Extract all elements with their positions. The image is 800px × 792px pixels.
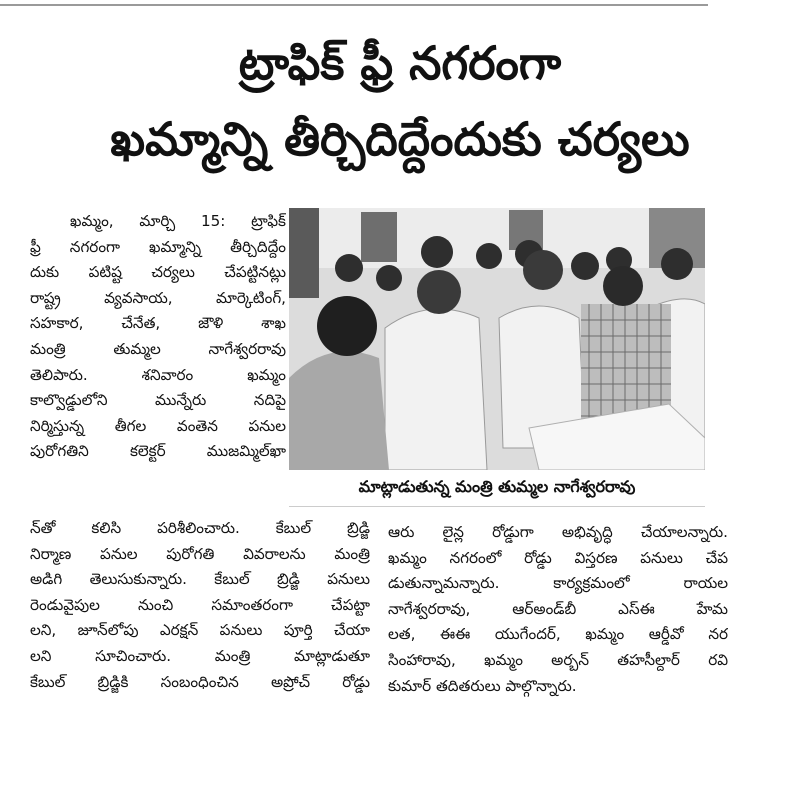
article-line: మంత్రి తుమ్మల నాగేశ్వరరావు (30, 339, 286, 358)
article-line: కుమార్ తదితరులు పాల్గొన్నారు. (388, 676, 577, 695)
page-top-rule (0, 4, 708, 6)
article-line: రాష్ట్ర వ్యవసాయ, మార్కెటింగ్, (30, 288, 286, 307)
article-line: డుతున్నామన్నారు. కార్యక్రమంలో రాయల (388, 574, 728, 593)
article-line: లని, జూన్‌లోపు ఎరక్షన్ పనులు పూర్తి చేయా (30, 621, 370, 640)
news-photo (289, 208, 705, 470)
article-bottom-left-column (30, 516, 370, 695)
article-line: అడిగి తెలుసుకున్నారు. కేబుల్ బ్రిడ్జి పనులు (30, 570, 370, 589)
headline-line-1: ట్రాఫిక్ ఫ్రీ నగరంగా (238, 36, 562, 90)
article-line: కాల్వొడ్డులోని మున్నేరు నదిపై (30, 391, 286, 410)
article-line: లని సూచించారు. మంత్రి మాట్లాడుతూ (30, 646, 370, 665)
article-line: సింహారావు, ఖమ్మం అర్బన్ తహసీల్దార్ రవి (388, 650, 728, 669)
article-line: నాగేశ్వరరావు, ఆర్‌అండ్‌బీ ఎస్ఈ హేమ (388, 599, 728, 618)
article-line: నిర్మాణ పనుల పురోగతి వివరాలను మంత్రి (30, 544, 370, 563)
headline-line-2: ఖమ్మాన్ని తీర్చిదిద్దేందుకు చర్యలు (110, 112, 690, 166)
article-line: న్‌తో కలిసి పరిశీలించారు. కేబుల్ బ్రిడ్జి (30, 519, 370, 537)
article-bottom-right-column (388, 520, 728, 699)
article-line: ఫ్రీ నగరంగా ఖమ్మాన్ని తీర్చిదిద్దేం (30, 237, 286, 256)
article-line: తెలిపారు. శనివారం ఖమ్మం (30, 365, 286, 384)
article-line: నిర్మిస్తున్న తీగల వంతెన పనుల (30, 416, 286, 435)
article-left-column (30, 209, 286, 465)
article-line: సహకార, చేనేత, జౌళి శాఖ (30, 314, 286, 333)
article-line: ఆరు లైన్ల రోడ్డుగా అభివృద్ధి చేయాలన్నారు. (388, 523, 728, 541)
article-line: కేబుల్ బ్రిడ్జికి సంబంధించిన అప్రోచ్ రోడ్డు (30, 672, 370, 691)
article-line: ఖమ్మం నగరంలో రోడ్డు విస్తరణ పనులు చేప (388, 548, 728, 567)
article-line: దుకు పటిష్ట చర్యలు చేపట్టినట్లు (30, 263, 286, 282)
photo-caption: మాట్లాడుతున్న మంత్రి తుమ్మల నాగేశ్వరరావు (289, 470, 705, 507)
article-line: పురోగతిని కలెక్టర్ ముజమ్మిల్‌ఖా (30, 442, 286, 461)
article-line: రెండువైపుల నుంచి సమాంతరంగా చేపట్టా (30, 595, 370, 614)
article-line: లత, ఈఈ యుగేందర్, ఖమ్మం ఆర్డీవో నర (388, 625, 728, 644)
article-line: ఖమ్మం, మార్చి 15: ట్రాఫిక్ (70, 212, 286, 230)
